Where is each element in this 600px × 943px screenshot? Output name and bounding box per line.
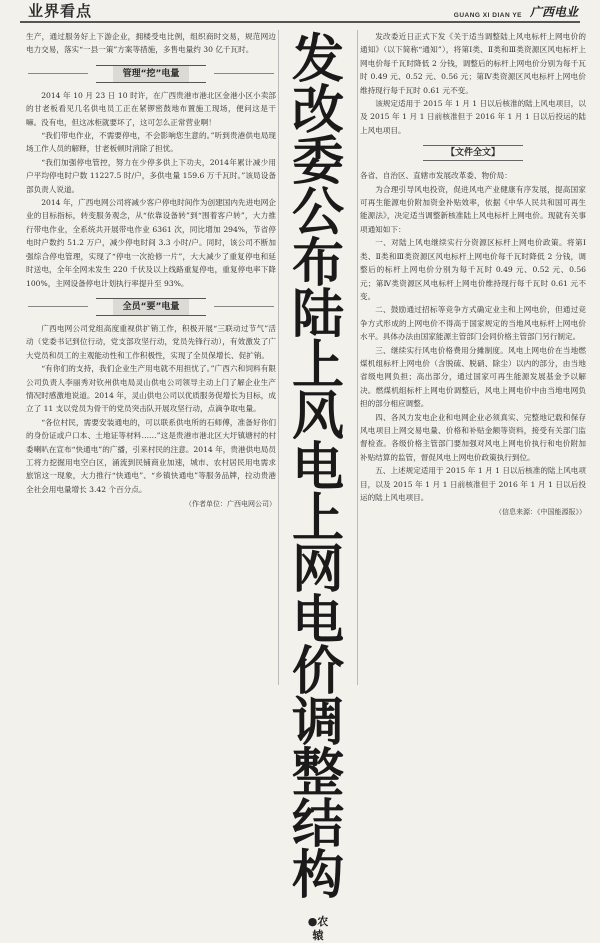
headline-char: 电 xyxy=(291,438,344,498)
left-credit: （作者单位：广西电网公司） xyxy=(185,500,276,509)
left-paragraph: “各位村民，需要安装通电的，可以联系供电所的石师傅，准备好你们的身份证或户口本、土地证等材料……”这是贵港市港北区大圩镇塘村的村委喇叭在宣布“快通电”的广播，引来村民的注意。2014 年，贵港供电局员工将力挖掘用电空白区，涌流到民铺商业加速，城市、农村居民用电需求旅馆这一现象，大力推行“快通电”、“乡镇快通电”等服务品牌，拉动贵港全社会用电量增长 3.42 个百分点。 xyxy=(26,417,276,494)
subhead-management xyxy=(96,65,206,83)
headline-char: 网 xyxy=(291,540,344,600)
headline-char: 公 xyxy=(291,183,344,243)
headline-char: 发 xyxy=(291,30,344,90)
right-paragraph: 发改委近日正式下发《关于适当调整陆上风电标杆上网电价的通知》（以下简称“通知”），将第Ⅰ类、Ⅱ类和Ⅲ类资源区风电标杆上网电价每千瓦时降低 2 分钱，调整后的标杆上网电价分别为每千瓦时 0.49 元、0.52 元、0.56 元；第Ⅳ类资源区风电标杆上网电价维持现行每千瓦时 0.61 元不变。 xyxy=(360,32,586,95)
left-paragraph: 2014 年 10 月 23 日 10 时许，在广西贵港市港北区金港小区小卖部的甘老板看见几名供电员工正在紧锣密鼓地布置施工现场，便问这是干嘛。没有电，但这冰柜就要坏了，这可怎么正常营业啊！ xyxy=(26,90,276,127)
section-title: 业界看点 xyxy=(28,2,93,20)
headline-char: 陆 xyxy=(291,285,344,345)
headline-char: 风 xyxy=(291,387,344,447)
column-divider-right xyxy=(357,30,358,685)
left-paragraph: “有你们的支持，我们企业生产用电就不用担忧了。”广西六和饲料有限公司负责人李丽秀对钦州供电局灵山供电公司领导主动上门了解企业生产情况时感激地说道。2014 年，灵山供电公司以优质服务促增长为目标，成立了 11 支以党员为骨干的党员突击队开展攻坚行动，点滴争取电量。 xyxy=(26,364,276,414)
right-paragraph: 各省、自治区、直辖市发展改革委、物价局： xyxy=(360,171,512,181)
headline-char: 改 xyxy=(291,81,344,141)
right-paragraph: 五、上述规定适用于 2015 年 1 月 1 日以后核准的陆上风电项目，以及 2015 年 1 月 1 日前核准但于 2016 年 1 月 1 日以后投运的陆上风电项目。 xyxy=(360,466,586,502)
full-text-heading: 【文件全文】 xyxy=(423,145,523,161)
headline-char: 结 xyxy=(291,795,344,855)
column-divider-left xyxy=(278,30,279,685)
headline-char: 构 xyxy=(291,846,344,906)
right-column xyxy=(360,30,586,685)
right-paragraph: 三、继续实行风电价格费用分摊制度。风电上网电价在当地燃煤机组标杆上网电价（含脱硫、脱硝、除尘）以内的部分，由当地省级电网负担；高出部分，通过国家可再生能源发展基金予以解决。燃煤机组标杆上网电价调整后，风电上网电价中由当地电网负担的部分相应调整。 xyxy=(360,345,586,409)
right-paragraph: 为合理引导风电投资，促进风电产业健康有序发展，提高国家可再生能源电价附加资金补贴效率，依据《中华人民共和国可再生能源法》，决定适当调整新核准陆上风电标杆上网电价。现就有关事项通知如下： xyxy=(360,184,586,234)
left-paragraph: 广西电网公司党组高度重视供扩销工作，积极开展“三联动过节气”活动（党委书记到位行动，党支部攻坚行动，党员先锋行动），有效激发了广大党员和员工的主观能动性和工作积极性，实现了全员保增长、促扩销。 xyxy=(26,323,276,360)
right-credit: （信息来源：《中国能源报》） xyxy=(495,508,586,517)
left-paragraph: 2014 年，广西电网公司将减少客户停电时间作为创建国内先进电网企业的目标指标，转变服务观念，从“依靠设备转”到“围着客户转”，大力推行带电作业，全系统共开展带电作业 6361 次，同比增加 294%，节省停电时户数约 51.2 万户，减少停电时间 3.3 小时/户。同时，该公司不断加强综合停电管理，实现了“停电一次抢修一片”，大大减少了重复停电和延时送电，全年全网未发生 220 千伏及以上线路重复停电，重复停电率下降 100%，主网设备停电计划执行率提升至 93%。 xyxy=(26,198,276,288)
masthead-rule xyxy=(20,21,580,23)
headline-char: 整 xyxy=(291,744,344,804)
headline-char: 上 xyxy=(291,336,344,396)
masthead-pinyin: GUANG XI DIAN YE xyxy=(453,12,522,19)
right-paragraph: 一、对陆上风电继续实行分资源区标杆上网电价政策。将第Ⅰ类、Ⅱ类和Ⅲ类资源区风电标杆上网电价每千瓦时降低 2 分钱，调整后的标杆上网电价分别为每千瓦时 0.49 元、0.52 元、0.56 元；第Ⅳ类资源区风电标杆上网电价维持现行每千瓦时 0.61 元不变。 xyxy=(360,238,586,301)
right-paragraph: 该规定适用于 2015 年 1 月 1 日以后核准的陆上风电项目，以及 2015 年 1 月 1 日前核准但于 2016 年 1 月 1 日以后投运的陆上风电项目。 xyxy=(360,99,586,135)
left-intro: 生产，通过服务好上下游企业，拥楼受电比例，组织商时交易，规范网边电力交易，落实“一县一策”方案等措施，多售电量约 30 亿千瓦时。 xyxy=(26,32,276,55)
subhead-all-staff xyxy=(96,298,206,316)
right-paragraph: 四、各风力发电企业和电网企业必须真实、完整地记载和保存风电项目上网交易电量、价格和补贴金额等资料，接受有关部门监督检查。各级价格主管部门要加强对风电上网电价执行和电价附加补贴结算的监管，督促风电上网电价政策执行到位。 xyxy=(360,412,586,462)
subhead-all-staff-label: 全员“要”电量 xyxy=(113,299,190,315)
left-paragraph: “我们带电作业，不需要停电，不会影响您生意的。”听到贵港供电局现场工作人员的解释，甘老板顿时消除了担忧。 xyxy=(26,131,276,154)
headline-char: 电 xyxy=(291,591,344,651)
headline-char: 委 xyxy=(291,132,344,192)
masthead xyxy=(0,0,600,26)
main-headline xyxy=(288,30,348,906)
left-column xyxy=(26,30,276,685)
headline-char: 上 xyxy=(291,489,344,549)
byline: ●农 辕 xyxy=(307,915,329,942)
masthead-brand-logo: 广西电业 xyxy=(529,5,578,19)
subhead-management-label: 管理“挖”电量 xyxy=(113,66,190,82)
right-paragraph: 二、鼓励通过招标等竞争方式确定业主和上网电价，但通过竞争方式形成的上网电价不得高于国家规定的当地风电标杆上网电价水平。具体办法由国家能源主管部门会同价格主管部门另行制定。 xyxy=(360,305,586,342)
headline-column xyxy=(282,30,354,942)
headline-char: 调 xyxy=(291,693,344,753)
left-paragraph: “我们加强停电管控，努力在少停多供上下功夫，2014年累计减少用户平均停电时户数 11227.5 时/户，多供电量 159.6 万千瓦时。”该局设备部负责人说道。 xyxy=(26,157,276,194)
headline-char: 布 xyxy=(291,234,344,294)
headline-char: 价 xyxy=(291,642,344,702)
